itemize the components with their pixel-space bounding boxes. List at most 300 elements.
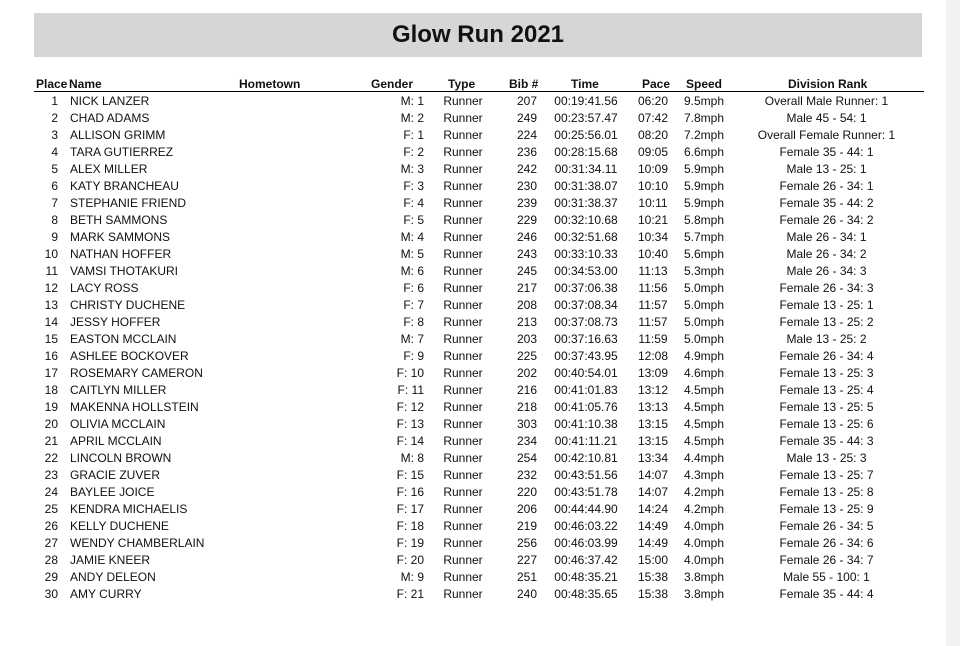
table-row	[34, 416, 924, 433]
cell-gender: F: 20	[396, 553, 424, 567]
header-pace: Pace	[642, 77, 671, 91]
cell-bib: 249	[516, 111, 538, 125]
cell-type: Runner	[443, 145, 483, 159]
cell-bib: 303	[516, 417, 538, 431]
cell-gender: F: 18	[396, 519, 424, 533]
cell-division-rank: Female 13 - 25: 3	[779, 366, 874, 380]
cell-name: BETH SAMMONS	[70, 213, 168, 227]
cell-bib: 218	[516, 400, 538, 414]
cell-name: CAITLYN MILLER	[70, 383, 167, 397]
cell-speed: 4.4mph	[684, 451, 725, 465]
cell-place: 21	[44, 434, 58, 448]
cell-type: Runner	[443, 451, 483, 465]
cell-pace: 13:15	[637, 417, 669, 431]
cell-bib: 234	[516, 434, 538, 448]
cell-division-rank: Female 26 - 34: 7	[779, 553, 874, 567]
cell-name: CHRISTY DUCHENE	[70, 298, 186, 312]
cell-time: 00:41:05.76	[554, 400, 618, 414]
cell-gender: F: 15	[396, 468, 424, 482]
cell-pace: 13:34	[637, 451, 669, 465]
cell-bib: 245	[516, 264, 538, 278]
cell-pace: 13:13	[637, 400, 669, 414]
cell-pace: 15:00	[637, 553, 669, 567]
table-row	[34, 382, 924, 399]
cell-speed: 5.0mph	[684, 281, 725, 295]
cell-place: 7	[51, 196, 58, 210]
cell-place: 26	[44, 519, 58, 533]
cell-division-rank: Female 26 - 34: 4	[779, 349, 874, 363]
cell-time: 00:34:53.00	[554, 264, 618, 278]
cell-gender: F: 16	[396, 485, 424, 499]
cell-speed: 9.5mph	[684, 94, 725, 108]
cell-time: 00:48:35.65	[554, 587, 618, 601]
cell-type: Runner	[443, 587, 483, 601]
cell-gender: F: 19	[396, 536, 424, 550]
cell-time: 00:23:57.47	[554, 111, 618, 125]
cell-speed: 4.2mph	[684, 502, 725, 516]
table-row	[34, 501, 924, 518]
cell-bib: 206	[516, 502, 538, 516]
cell-division-rank: Female 35 - 44: 2	[779, 196, 874, 210]
cell-bib: 236	[516, 145, 538, 159]
cell-division-rank: Female 26 - 34: 3	[779, 281, 874, 295]
cell-bib: 208	[516, 298, 538, 312]
cell-name: JAMIE KNEER	[70, 553, 151, 567]
cell-name: OLIVIA MCCLAIN	[70, 417, 166, 431]
cell-pace: 11:56	[638, 281, 668, 295]
cell-pace: 14:07	[637, 468, 669, 482]
cell-place: 6	[51, 179, 58, 193]
cell-place: 15	[44, 332, 58, 346]
cell-division-rank: Male 13 - 25: 2	[786, 332, 867, 346]
cell-name: ASHLEE BOCKOVER	[70, 349, 189, 363]
cell-bib: 243	[516, 247, 538, 261]
cell-type: Runner	[443, 315, 483, 329]
cell-gender: M: 1	[400, 94, 424, 108]
cell-time: 00:44:44.90	[554, 502, 618, 516]
cell-name: ROSEMARY CAMERON	[70, 366, 203, 380]
cell-bib: 220	[516, 485, 538, 499]
cell-type: Runner	[443, 213, 483, 227]
cell-type: Runner	[443, 383, 483, 397]
cell-pace: 10:34	[637, 230, 669, 244]
cell-time: 00:32:51.68	[554, 230, 618, 244]
cell-speed: 4.5mph	[684, 417, 725, 431]
cell-name: KENDRA MICHAELIS	[70, 502, 188, 516]
header-hometown: Hometown	[239, 77, 301, 91]
cell-division-rank: Male 26 - 34: 3	[786, 264, 867, 278]
cell-gender: F: 4	[403, 196, 424, 210]
cell-speed: 7.8mph	[684, 111, 725, 125]
cell-name: CHAD ADAMS	[70, 111, 150, 125]
cell-speed: 3.8mph	[684, 570, 725, 584]
cell-place: 23	[44, 468, 58, 482]
cell-name: LINCOLN BROWN	[70, 451, 172, 465]
cell-type: Runner	[443, 230, 483, 244]
cell-type: Runner	[443, 94, 483, 108]
cell-pace: 06:20	[637, 94, 669, 108]
cell-place: 2	[51, 111, 58, 125]
cell-gender: F: 12	[396, 400, 424, 414]
cell-speed: 5.0mph	[684, 315, 725, 329]
cell-type: Runner	[443, 485, 483, 499]
table-row	[34, 484, 924, 501]
cell-time: 00:40:54.01	[554, 366, 618, 380]
cell-type: Runner	[443, 111, 483, 125]
cell-time: 00:25:56.01	[554, 128, 618, 142]
table-row	[34, 93, 924, 110]
cell-pace: 10:10	[637, 179, 669, 193]
cell-division-rank: Male 26 - 34: 1	[786, 230, 867, 244]
cell-type: Runner	[443, 162, 483, 176]
cell-time: 00:46:03.22	[554, 519, 618, 533]
cell-type: Runner	[443, 196, 483, 210]
cell-pace: 13:09	[637, 366, 669, 380]
cell-pace: 14:49	[637, 536, 669, 550]
table-row	[34, 365, 924, 382]
cell-name: VAMSI THOTAKURI	[70, 264, 179, 278]
table-row	[34, 212, 924, 229]
cell-time: 00:46:03.99	[554, 536, 618, 550]
cell-division-rank: Female 35 - 44: 4	[779, 587, 874, 601]
cell-name: KATY BRANCHEAU	[70, 179, 179, 193]
cell-type: Runner	[443, 468, 483, 482]
cell-speed: 5.6mph	[684, 247, 725, 261]
cell-type: Runner	[443, 281, 483, 295]
cell-gender: F: 21	[396, 587, 424, 601]
cell-place: 5	[51, 162, 58, 176]
cell-gender: F: 6	[403, 281, 424, 295]
cell-speed: 7.2mph	[684, 128, 725, 142]
cell-type: Runner	[443, 128, 483, 142]
cell-time: 00:19:41.56	[554, 94, 618, 108]
cell-type: Runner	[443, 264, 483, 278]
cell-name: NICK LANZER	[70, 94, 150, 108]
cell-speed: 5.9mph	[684, 162, 725, 176]
cell-time: 00:37:06.38	[554, 281, 618, 295]
cell-division-rank: Male 26 - 34: 2	[786, 247, 867, 261]
cell-gender: M: 3	[400, 162, 424, 176]
cell-bib: 251	[516, 570, 538, 584]
cell-place: 17	[44, 366, 58, 380]
cell-speed: 5.7mph	[684, 230, 725, 244]
title-banner	[34, 13, 922, 57]
cell-name: GRACIE ZUVER	[70, 468, 161, 482]
table-row	[34, 263, 924, 280]
cell-speed: 4.5mph	[684, 434, 725, 448]
cell-pace: 11:13	[638, 264, 668, 278]
cell-division-rank: Female 26 - 34: 5	[779, 519, 874, 533]
cell-speed: 5.8mph	[684, 213, 725, 227]
cell-place: 25	[44, 502, 58, 516]
cell-pace: 08:20	[637, 128, 669, 142]
cell-place: 13	[44, 298, 58, 312]
cell-gender: M: 9	[400, 570, 424, 584]
cell-place: 4	[51, 145, 58, 159]
cell-name: STEPHANIE FRIEND	[70, 196, 187, 210]
cell-type: Runner	[443, 553, 483, 567]
cell-name: TARA GUTIERREZ	[70, 145, 174, 159]
cell-type: Runner	[443, 366, 483, 380]
cell-place: 20	[44, 417, 58, 431]
table-row	[34, 110, 924, 127]
cell-type: Runner	[443, 502, 483, 516]
cell-pace: 11:59	[638, 332, 668, 346]
table-row	[34, 586, 924, 603]
cell-bib: 242	[516, 162, 538, 176]
cell-name: LACY ROSS	[70, 281, 139, 295]
cell-bib: 232	[516, 468, 538, 482]
cell-gender: F: 1	[403, 128, 424, 142]
cell-time: 00:33:10.33	[554, 247, 618, 261]
cell-gender: M: 2	[400, 111, 424, 125]
cell-speed: 4.2mph	[684, 485, 725, 499]
cell-speed: 6.6mph	[684, 145, 725, 159]
cell-name: KELLY DUCHENE	[70, 519, 169, 533]
cell-bib: 203	[516, 332, 538, 346]
cell-place: 3	[51, 128, 58, 142]
cell-gender: F: 14	[396, 434, 424, 448]
cell-division-rank: Male 45 - 54: 1	[786, 111, 867, 125]
cell-type: Runner	[443, 570, 483, 584]
cell-gender: F: 7	[403, 298, 424, 312]
table-row	[34, 331, 924, 348]
cell-division-rank: Female 13 - 25: 7	[779, 468, 874, 482]
cell-speed: 3.8mph	[684, 587, 725, 601]
cell-division-rank: Male 13 - 25: 1	[786, 162, 867, 176]
cell-place: 12	[44, 281, 58, 295]
table-header	[34, 77, 924, 92]
cell-type: Runner	[443, 349, 483, 363]
cell-pace: 13:15	[637, 434, 669, 448]
table-row	[34, 450, 924, 467]
cell-time: 00:43:51.78	[554, 485, 618, 499]
cell-speed: 5.0mph	[684, 298, 725, 312]
cell-gender: F: 2	[403, 145, 424, 159]
cell-gender: F: 3	[403, 179, 424, 193]
cell-pace: 13:12	[637, 383, 669, 397]
cell-place: 1	[51, 94, 58, 108]
cell-place: 9	[51, 230, 58, 244]
cell-name: ALLISON GRIMM	[70, 128, 166, 142]
cell-type: Runner	[443, 332, 483, 346]
table-row	[34, 314, 924, 331]
cell-place: 14	[44, 315, 58, 329]
cell-division-rank: Male 55 - 100: 1	[783, 570, 870, 584]
cell-pace: 15:38	[637, 587, 669, 601]
cell-gender: F: 9	[403, 349, 424, 363]
cell-time: 00:48:35.21	[554, 570, 618, 584]
cell-pace: 15:38	[637, 570, 669, 584]
cell-time: 00:31:38.37	[554, 196, 618, 210]
cell-pace: 10:40	[637, 247, 669, 261]
cell-division-rank: Female 13 - 25: 2	[779, 315, 874, 329]
cell-bib: 254	[516, 451, 538, 465]
cell-time: 00:31:34.11	[554, 162, 618, 176]
cell-division-rank: Female 35 - 44: 3	[779, 434, 874, 448]
table-row	[34, 127, 924, 144]
cell-time: 00:41:10.38	[554, 417, 618, 431]
cell-pace: 09:05	[637, 145, 669, 159]
cell-pace: 12:08	[637, 349, 669, 363]
cell-gender: M: 7	[400, 332, 424, 346]
table-row	[34, 348, 924, 365]
cell-time: 00:37:08.73	[554, 315, 618, 329]
cell-bib: 202	[516, 366, 538, 380]
cell-time: 00:37:08.34	[554, 298, 618, 312]
cell-type: Runner	[443, 179, 483, 193]
header-division-rank: Division Rank	[788, 77, 868, 91]
cell-speed: 5.9mph	[684, 179, 725, 193]
cell-division-rank: Female 13 - 25: 9	[779, 502, 874, 516]
cell-speed: 5.0mph	[684, 332, 725, 346]
cell-time: 00:41:01.83	[554, 383, 618, 397]
table-row	[34, 246, 924, 263]
cell-time: 00:41:11.21	[554, 434, 618, 448]
cell-time: 00:37:16.63	[554, 332, 618, 346]
header-name: Name	[69, 77, 102, 91]
cell-bib: 230	[516, 179, 538, 193]
table-row	[34, 229, 924, 246]
cell-speed: 4.0mph	[684, 553, 725, 567]
cell-division-rank: Female 35 - 44: 1	[779, 145, 874, 159]
cell-place: 19	[44, 400, 58, 414]
cell-division-rank: Overall Female Runner: 1	[757, 128, 896, 142]
header-speed: Speed	[686, 77, 723, 91]
cell-name: ALEX MILLER	[70, 162, 148, 176]
cell-gender: M: 8	[400, 451, 424, 465]
cell-place: 22	[44, 451, 58, 465]
cell-name: APRIL MCCLAIN	[70, 434, 162, 448]
cell-place: 10	[44, 247, 58, 261]
cell-pace: 11:57	[638, 315, 668, 329]
cell-type: Runner	[443, 519, 483, 533]
cell-name: MARK SAMMONS	[70, 230, 171, 244]
cell-place: 11	[45, 264, 58, 278]
cell-gender: F: 11	[397, 383, 424, 397]
cell-type: Runner	[443, 298, 483, 312]
cell-time: 00:32:10.68	[554, 213, 618, 227]
cell-name: NATHAN HOFFER	[70, 247, 172, 261]
cell-place: 29	[44, 570, 58, 584]
cell-speed: 4.0mph	[684, 536, 725, 550]
cell-time: 00:37:43.95	[554, 349, 618, 363]
cell-name: AMY CURRY	[70, 587, 142, 601]
table-row	[34, 433, 924, 450]
cell-speed: 4.5mph	[684, 400, 725, 414]
cell-division-rank: Overall Male Runner: 1	[764, 94, 889, 108]
table-row	[34, 161, 924, 178]
cell-speed: 5.3mph	[684, 264, 725, 278]
cell-division-rank: Female 13 - 25: 5	[779, 400, 874, 414]
cell-place: 18	[44, 383, 58, 397]
results-table-body	[34, 93, 924, 603]
cell-division-rank: Female 13 - 25: 8	[779, 485, 874, 499]
cell-bib: 213	[516, 315, 538, 329]
cell-pace: 07:42	[637, 111, 669, 125]
table-row	[34, 535, 924, 552]
cell-pace: 10:21	[637, 213, 669, 227]
cell-speed: 4.5mph	[684, 383, 725, 397]
cell-gender: M: 4	[400, 230, 424, 244]
cell-gender: M: 5	[400, 247, 424, 261]
cell-speed: 4.3mph	[684, 468, 725, 482]
cell-pace: 14:24	[637, 502, 669, 516]
cell-bib: 229	[516, 213, 538, 227]
cell-bib: 216	[516, 383, 538, 397]
cell-division-rank: Female 13 - 25: 1	[779, 298, 874, 312]
cell-division-rank: Male 13 - 25: 3	[786, 451, 867, 465]
header-bib: Bib #	[509, 77, 539, 91]
cell-division-rank: Female 26 - 34: 1	[779, 179, 874, 193]
cell-time: 00:28:15.68	[554, 145, 618, 159]
cell-time: 00:31:38.07	[554, 179, 618, 193]
table-row	[34, 518, 924, 535]
cell-type: Runner	[443, 434, 483, 448]
cell-gender: F: 8	[403, 315, 424, 329]
cell-type: Runner	[443, 400, 483, 414]
cell-name: MAKENNA HOLLSTEIN	[70, 400, 199, 414]
cell-bib: 240	[516, 587, 538, 601]
cell-division-rank: Female 26 - 34: 2	[779, 213, 874, 227]
cell-bib: 217	[516, 281, 538, 295]
cell-gender: F: 13	[396, 417, 424, 431]
header-place: Place	[36, 77, 68, 91]
table-row	[34, 195, 924, 212]
cell-place: 16	[44, 349, 58, 363]
cell-bib: 207	[516, 94, 538, 108]
cell-gender: F: 10	[396, 366, 424, 380]
cell-type: Runner	[443, 417, 483, 431]
cell-pace: 14:07	[637, 485, 669, 499]
cell-time: 00:46:37.42	[554, 553, 618, 567]
cell-name: WENDY CHAMBERLAIN	[70, 536, 205, 550]
table-row	[34, 467, 924, 484]
cell-speed: 4.9mph	[684, 349, 725, 363]
cell-bib: 256	[516, 536, 538, 550]
table-row	[34, 569, 924, 586]
cell-bib: 239	[516, 196, 538, 210]
cell-bib: 219	[516, 519, 538, 533]
cell-division-rank: Female 26 - 34: 6	[779, 536, 874, 550]
cell-division-rank: Female 13 - 25: 6	[779, 417, 874, 431]
header-gender: Gender	[371, 77, 414, 91]
cell-place: 24	[44, 485, 58, 499]
cell-name: BAYLEE JOICE	[70, 485, 155, 499]
cell-name: EASTON MCCLAIN	[70, 332, 177, 346]
table-row	[34, 144, 924, 161]
cell-pace: 10:11	[638, 196, 668, 210]
cell-pace: 10:09	[637, 162, 669, 176]
cell-bib: 246	[516, 230, 538, 244]
cell-gender: F: 5	[403, 213, 424, 227]
cell-pace: 14:49	[637, 519, 669, 533]
cell-pace: 11:57	[638, 298, 668, 312]
cell-gender: M: 6	[400, 264, 424, 278]
cell-time: 00:42:10.81	[554, 451, 618, 465]
cell-place: 8	[51, 213, 58, 227]
cell-bib: 225	[516, 349, 538, 363]
page-title: Glow Run 2021	[391, 21, 565, 48]
header-time: Time	[571, 77, 599, 91]
cell-time: 00:43:51.56	[554, 468, 618, 482]
cell-gender: F: 17	[396, 502, 424, 516]
cell-type: Runner	[443, 247, 483, 261]
cell-name: ANDY DELEON	[70, 570, 156, 584]
cell-bib: 227	[516, 553, 538, 567]
cell-speed: 4.6mph	[684, 366, 725, 380]
table-row	[34, 399, 924, 416]
